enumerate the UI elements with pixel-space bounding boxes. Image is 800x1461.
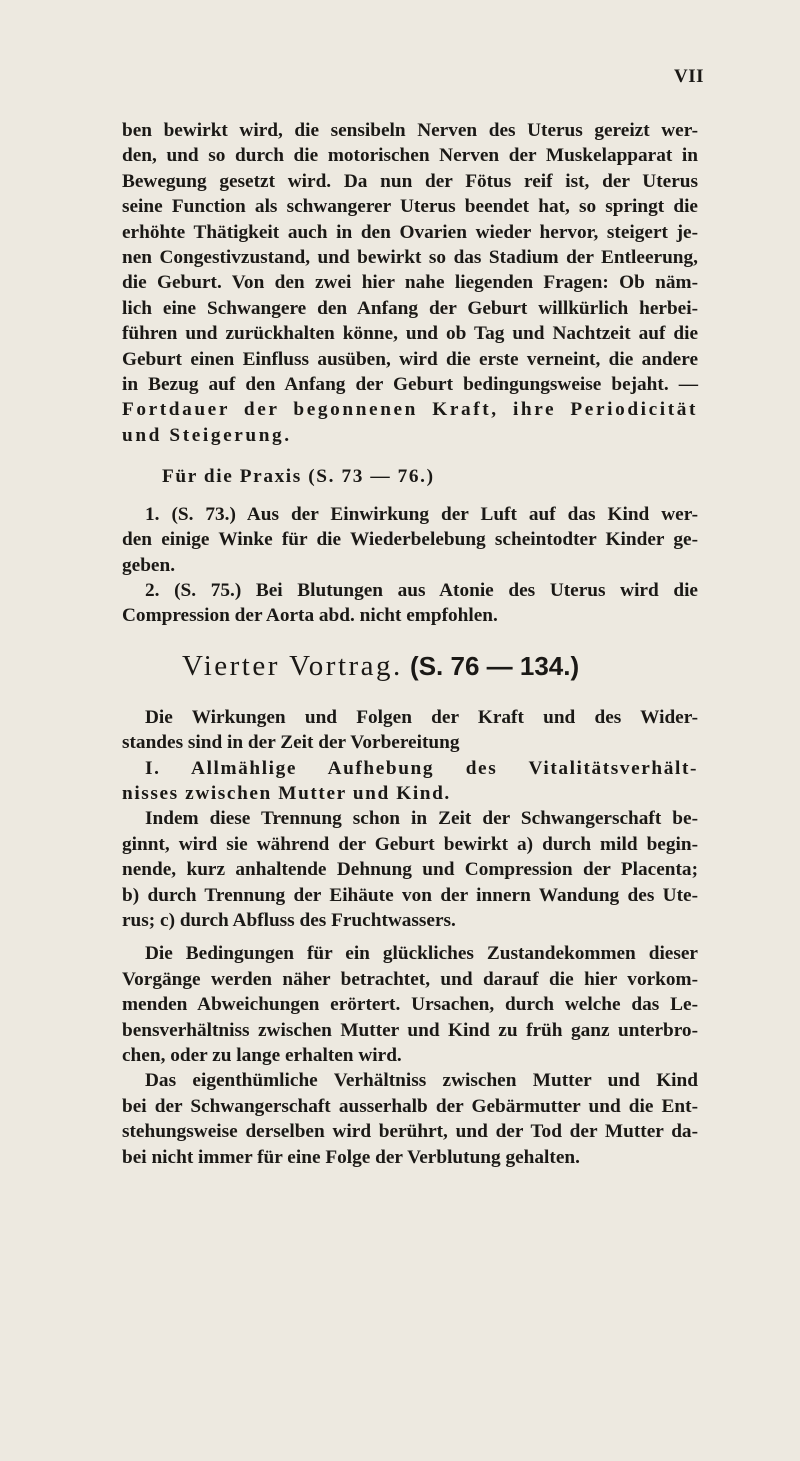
text-line: den einige Winke für die Wiederbelebung scheintodter Kinder ge- <box>122 529 698 551</box>
text-line: Die Bedingungen für ein glückliches Zustandekommen dieser <box>145 943 698 965</box>
paragraph-2 <box>122 806 698 933</box>
text-line: lich eine Schwangere den Anfang der Geburt willkürlich herbei- <box>122 297 698 319</box>
text-line: nende, kurz anhaltende Dehnung und Compression der Placenta; <box>122 859 698 881</box>
spaced-emphasis-line: I. Allmählige Aufhebung des Vitalitätsverhält- <box>145 757 698 779</box>
lecture-title: Vierter Vortrag. <box>182 649 403 682</box>
text-line: chen, oder zu lange erhalten wird. <box>122 1045 402 1066</box>
text-line: Geburt einen Einfluss ausüben, wird die erste verneint, die andere <box>122 348 698 370</box>
praxis-item-2 <box>122 578 698 629</box>
text-line: erhöhte Thätigkeit auch in den Ovarien wieder hervor, steigert je- <box>122 221 698 243</box>
spaced-emphasis-line: nisses zwischen Mutter und Kind. <box>122 782 451 804</box>
spaced-emphasis-line: Fortdauer der begonnenen Kraft, ihre Periodicität <box>122 399 698 421</box>
text-line: Die Wirkungen und Folgen der Kraft und des Wider- <box>145 706 698 728</box>
text-line: standes sind in der Zeit der Vorbereitung <box>122 732 460 754</box>
lecture-page-range: (S. 76 — 134.) <box>410 650 580 681</box>
text-line: in Bezug auf den Anfang der Geburt bedingungsweise bejaht. — <box>122 374 698 396</box>
text-line: ginnt, wird sie während der Geburt bewirkt a) durch mild begin- <box>122 833 698 855</box>
paragraph-3 <box>122 941 698 1068</box>
text-line: bensverhältniss zwischen Mutter und Kind zu früh ganz unterbro- <box>122 1019 698 1041</box>
paragraph-1 <box>122 118 698 448</box>
praxis-item-1 <box>122 502 698 578</box>
text-line: rus; c) durch Abfluss des Fruchtwassers. <box>122 909 456 931</box>
text-line: 2. (S. 75.) Bei Blutungen aus Atonie des Uterus wird die <box>145 579 698 601</box>
text-line: den, und so durch die motorischen Nerven der Muskelapparat in <box>122 145 698 167</box>
text-line: geben. <box>122 554 176 576</box>
text-line: Das eigenthümliche Verhältniss zwischen Mutter und Kind <box>145 1070 698 1092</box>
section-I-heading <box>122 756 698 807</box>
text-line: die Geburt. Von den zwei hier nahe liegenden Fragen: Ob näm- <box>122 272 698 294</box>
text-line: führen und zurückhalten könne, und ob Tag und Nachtzeit auf die <box>122 323 698 345</box>
text-line: menden Abweichungen erörtert. Ursachen, durch welche das Le- <box>122 994 698 1016</box>
praxis-heading: Für die Praxis (S. 73 — 76.) <box>162 466 435 488</box>
page-number: VII <box>673 66 704 87</box>
text-line: 1. (S. 73.) Aus der Einwirkung der Luft auf das Kind wer- <box>145 503 698 525</box>
text-line: stehungsweise derselben wird berührt, und der Tod der Mutter da- <box>122 1121 698 1143</box>
text-line: Compression der Aorta abd. nicht empfohlen. <box>122 605 498 627</box>
text-line: seine Function als schwangerer Uterus beendet hat, so springt die <box>122 196 698 218</box>
text-line: nen Congestivzustand, und bewirkt so das Stadium der Entleerung, <box>122 247 698 269</box>
text-line: b) durch Trennung der Eihäute von der innern Wandung des Ute- <box>122 884 698 906</box>
text-line: bei der Schwangerschaft ausserhalb der Gebärmutter und die Ent- <box>122 1095 698 1117</box>
paragraph-4 <box>122 1068 698 1170</box>
text-line: Bewegung gesetzt wird. Da nun der Fötus reif ist, der Uterus <box>122 170 698 192</box>
lecture-heading <box>122 649 698 683</box>
intro-paragraph <box>122 705 698 756</box>
text-line: Indem diese Trennung schon in Zeit der Schwangerschaft be- <box>145 808 698 830</box>
page-body <box>122 118 698 1170</box>
text-line: ben bewirkt wird, die sensibeln Nerven des Uterus gereizt wer- <box>122 120 698 141</box>
text-line: Vorgänge werden näher betrachtet, und darauf die hier vorkom- <box>122 968 698 990</box>
text-line: bei nicht immer für eine Folge der Verblutung gehalten. <box>122 1146 580 1168</box>
spaced-emphasis-line: und Steigerung. <box>122 424 292 446</box>
